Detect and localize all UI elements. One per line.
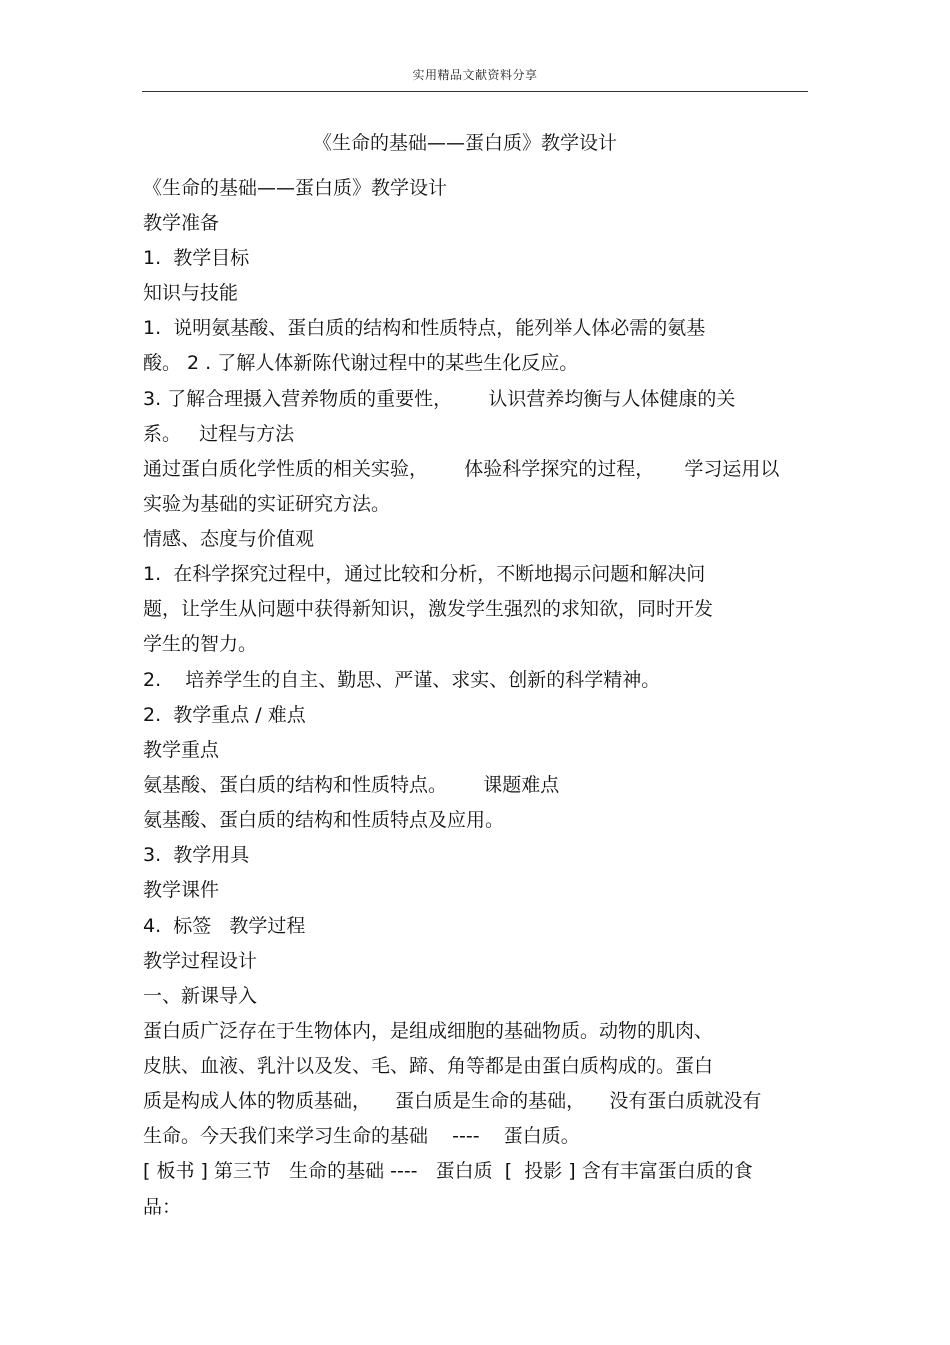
body-line: 3. 教学用具 (143, 844, 250, 866)
body-line: 蛋白质广泛存在于生物体内，是组成细胞的基础物质。动物的肌肉、 (143, 1020, 714, 1042)
body-line: 质是构成人体的物质基础， 蛋白质是生命的基础， 没有蛋白质就没有 (143, 1090, 762, 1112)
body-line: 一、新课导入 (143, 985, 258, 1007)
body-line: 题，让学生从问题中获得新知识，激发学生强烈的求知欲，同时开发 (143, 598, 714, 620)
body-line: 生命。今天我们来学习生命的基础 ---- 蛋白质。 (143, 1125, 580, 1147)
document-title: 《生命的基础——蛋白质》教学设计 (312, 132, 617, 154)
body-line: 《生命的基础——蛋白质》教学设计 (143, 177, 448, 199)
body-line: 1. 说明氨基酸、蛋白质的结构和性质特点，能列举人体必需的氨基 (143, 317, 706, 339)
body-line: 系。 过程与方法 (143, 423, 295, 445)
body-line: 1. 在科学探究过程中，通过比较和分析，不断地揭示问题和解决问 (143, 563, 706, 585)
body-line: 酸。 2 . 了解人体新陈代谢过程中的某些生化反应。 (143, 352, 579, 374)
body-line: 2. 培养学生的自主、勤思、严谨、求实、创新的科学精神。 (143, 669, 661, 691)
body-line: 皮肤、血液、乳汁以及发、毛、蹄、角等都是由蛋白质构成的。蛋白 (143, 1055, 714, 1077)
body-line: 教学过程设计 (143, 950, 258, 972)
body-line: 教学准备 (143, 212, 220, 234)
body-line: 1. 教学目标 (143, 247, 250, 269)
body-line: 4. 标签 教学过程 (143, 915, 306, 937)
body-line: 氨基酸、蛋白质的结构和性质特点。 课题难点 (143, 774, 560, 796)
body-line: 知识与技能 (143, 282, 239, 304)
body-line: 教学课件 (143, 879, 220, 901)
body-line: 学生的智力。 (143, 633, 258, 655)
body-line: [ 板书 ] 第三节 生命的基础 ---- 蛋白质 [ 投影 ] 含有丰富蛋白质的食 (143, 1160, 753, 1182)
body-line: 品： (143, 1196, 182, 1218)
header-text: 实用精品文献资料分享 (412, 68, 538, 82)
body-line: 情感、态度与价值观 (143, 528, 315, 550)
body-line: 教学重点 (143, 739, 220, 761)
body-line: 通过蛋白质化学性质的相关实验， 体验科学探究的过程， 学习运用以 (143, 458, 780, 480)
body-line: 2. 教学重点 / 难点 (143, 704, 306, 726)
body-line: 氨基酸、蛋白质的结构和性质特点及应用。 (143, 809, 505, 831)
header-divider (142, 91, 808, 92)
body-line: 实验为基础的实证研究方法。 (143, 493, 391, 515)
body-line: 3. 了解合理摄入营养物质的重要性， 认识营养均衡与人体健康的关 (143, 388, 736, 410)
